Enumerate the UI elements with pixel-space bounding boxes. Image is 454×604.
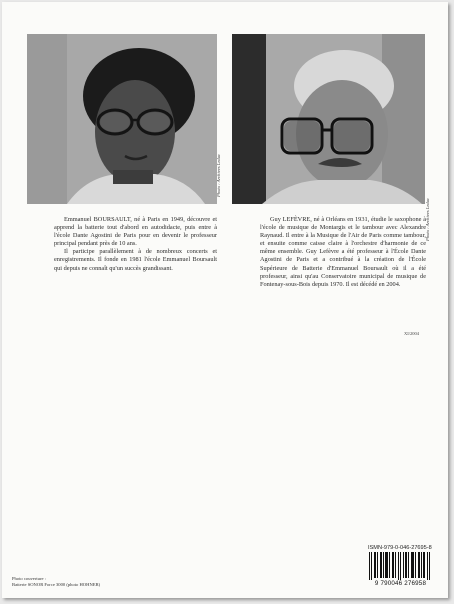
bio-paragraph: Il participe parallèlement à de nombreux concerts et enregistrements. Il fonde en 1981 l'école Emmanuel Boursault qui depuis ne connaît qu'un succès grandissant. xyxy=(54,248,217,272)
portrait-photo-boursault xyxy=(27,34,217,204)
bio-paragraph: Guy LEFÈVRE, né à Orléans en 1931, étudie le saxophone à l'école de musique de Montargis et le tambour avec Alexandre Raynaud. Il entre à la Musique de l'Air de Paris comme tambour, et ensuite comme caisse claire à l'orchestre d'harmonie de ce même ensemble. Guy Lefèvre a été professeur à l'École Dante Agostini de Paris et a contribué à la création de l'École Supérieure de Batterie d'Emmanuel Boursault où il a été professeur, ainsi qu'au Conservatoire municipal de musique de Fontenay-sous-Bois depuis 1970. Il est décédé en 2004. xyxy=(260,216,426,288)
cover-note-line: Batterie SONOR Force 3000 (photo HOHNER) xyxy=(12,582,101,587)
barcode-digits: 9 790046 276958 xyxy=(367,580,434,587)
portrait-photo-lefevre xyxy=(232,34,425,204)
biography-lefevre xyxy=(260,216,426,289)
ismn-number: ISMN-979-0-046-27695-8 xyxy=(368,545,432,551)
cover-photo-note xyxy=(12,576,100,588)
photo-credit-right: Photo : Archives Leduc xyxy=(425,198,430,241)
photo-credit-left: Photo : Archives Leduc xyxy=(216,154,221,197)
back-cover-page xyxy=(2,2,448,598)
biography-boursault xyxy=(54,216,217,273)
cover-note-line: Photo couverture : xyxy=(12,576,46,581)
bio-paragraph: Emmanuel BOURSAULT, né à Paris en 1949, découvre et apprend la batterie tout d'abord en autodidacte, puis entre à l'école Dante Agostini de Paris pour en devenir le professeur principal pendant près de 10 ans. xyxy=(54,216,217,248)
publication-reference: XI/2004 xyxy=(404,331,419,336)
